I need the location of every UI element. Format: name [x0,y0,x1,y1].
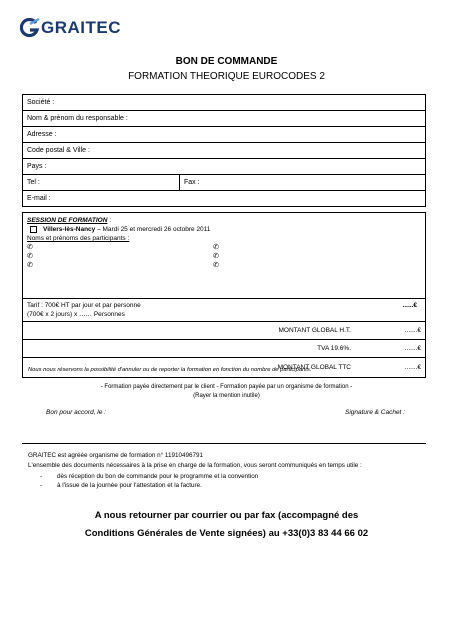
phone-icon: ✆ [213,244,219,251]
participant-row [27,252,421,261]
participant-row [27,261,421,270]
phone-icon: ✆ [27,253,33,260]
fax-label: Fax : [184,179,200,186]
bullet-dash: - [40,473,43,480]
total-ht-value: .......€ [404,327,421,334]
documents-info: L'ensemble des documents nécessaires à la prise en charge de la formation, vous seront communiqués en temps utile : [28,462,362,469]
return-instruction-line2: Conditions Générales de Vente signées) au +33(0)3 83 44 66 02 [84,528,369,539]
agreement-number: GRAITEC est agréée organisme de formation n° 11910496791 [28,452,203,459]
phone-icon: ✆ [27,244,33,251]
total-ht-row [23,321,425,339]
payment-hint: (Rayer la mention inutile) [193,393,260,399]
fax-field[interactable] [180,175,425,190]
phone-icon: ✆ [27,262,33,269]
page-title: BON DE COMMANDE [175,56,278,67]
phone-icon: ✆ [213,262,219,269]
vat-value: .......€ [404,345,421,352]
manager-name-field[interactable] [23,111,425,127]
participants-label: Noms et prénoms des participants : [27,235,130,242]
payment-options: - Formation payée directement par le client - Formation payée par un organisme de formation - [100,384,353,390]
phone-fax-row [23,175,425,191]
session-heading [27,216,421,225]
session-label: SESSION DE FORMATION [27,217,108,224]
divider [22,443,426,444]
company-field[interactable] [23,95,425,111]
tarif-line [27,301,421,310]
vat-row [23,339,425,357]
agreement-date-label: Bon pour accord, le : [46,409,106,416]
total-ht-label: MONTANT GLOBAL H.T. [278,327,351,334]
bullet-item: dès réception du bon de commande pour le programme et la convention [57,473,259,480]
logo-wordmark: GRAITEC [41,18,121,37]
graitec-logo [20,18,121,38]
tarif-text: Tarif : 700€ HT par jour et par personne [27,302,141,309]
email-field[interactable] [23,191,425,206]
graitec-logo-mark [20,18,40,38]
country-field[interactable] [23,159,425,175]
tarif-amount: ......€ [402,302,417,309]
manager-name-label: Nom & prénom du responsable : [27,115,128,122]
session-place: Villers-lès-Nancy [43,226,96,233]
postal-code-field[interactable] [23,143,425,159]
email-label: E-mail : [27,195,51,202]
company-label: Société : [27,99,55,106]
signature-label: Signature & Cachet : [345,409,405,416]
total-ttc-value: .......€ [404,364,421,371]
phone-field[interactable] [23,175,180,190]
session-checkbox[interactable] [30,226,37,233]
vat-label: TVA 19.6%. [317,345,351,352]
cancellation-note: Nous nous réservons la possibilité d'annuler ou de reporter la formation en fonction du nombre de participants. [28,367,312,373]
session-option [27,225,421,234]
session-box [22,212,426,378]
phone-icon: ✆ [213,253,219,260]
contact-form [22,94,426,207]
session-colon: : [107,217,112,224]
phone-label: Tel : [27,179,40,186]
postal-code-label: Code postal & Ville : [27,147,90,154]
bullet-dash: - [40,482,43,489]
participant-row [27,243,421,252]
address-field[interactable] [23,127,425,143]
total-ttc-label: MONTANT GLOBAL TTC [277,364,351,371]
session-dates: – Mardi 25 et mercredi 26 octobre 2011 [95,226,211,233]
bullet-item: à l'issue de la journée pour l'attestation et la facture. [57,482,202,489]
page-subtitle: FORMATION THEORIQUE EUROCODES 2 [128,71,325,82]
address-label: Adresse : [27,131,57,138]
country-label: Pays : [27,163,47,170]
tarif-calc: (700€ x 2 jours) x …… Personnes [27,311,125,318]
tarif-block [23,298,425,321]
return-instruction-line1: A nous retourner par courrier ou par fax (accompagné des [94,510,359,521]
